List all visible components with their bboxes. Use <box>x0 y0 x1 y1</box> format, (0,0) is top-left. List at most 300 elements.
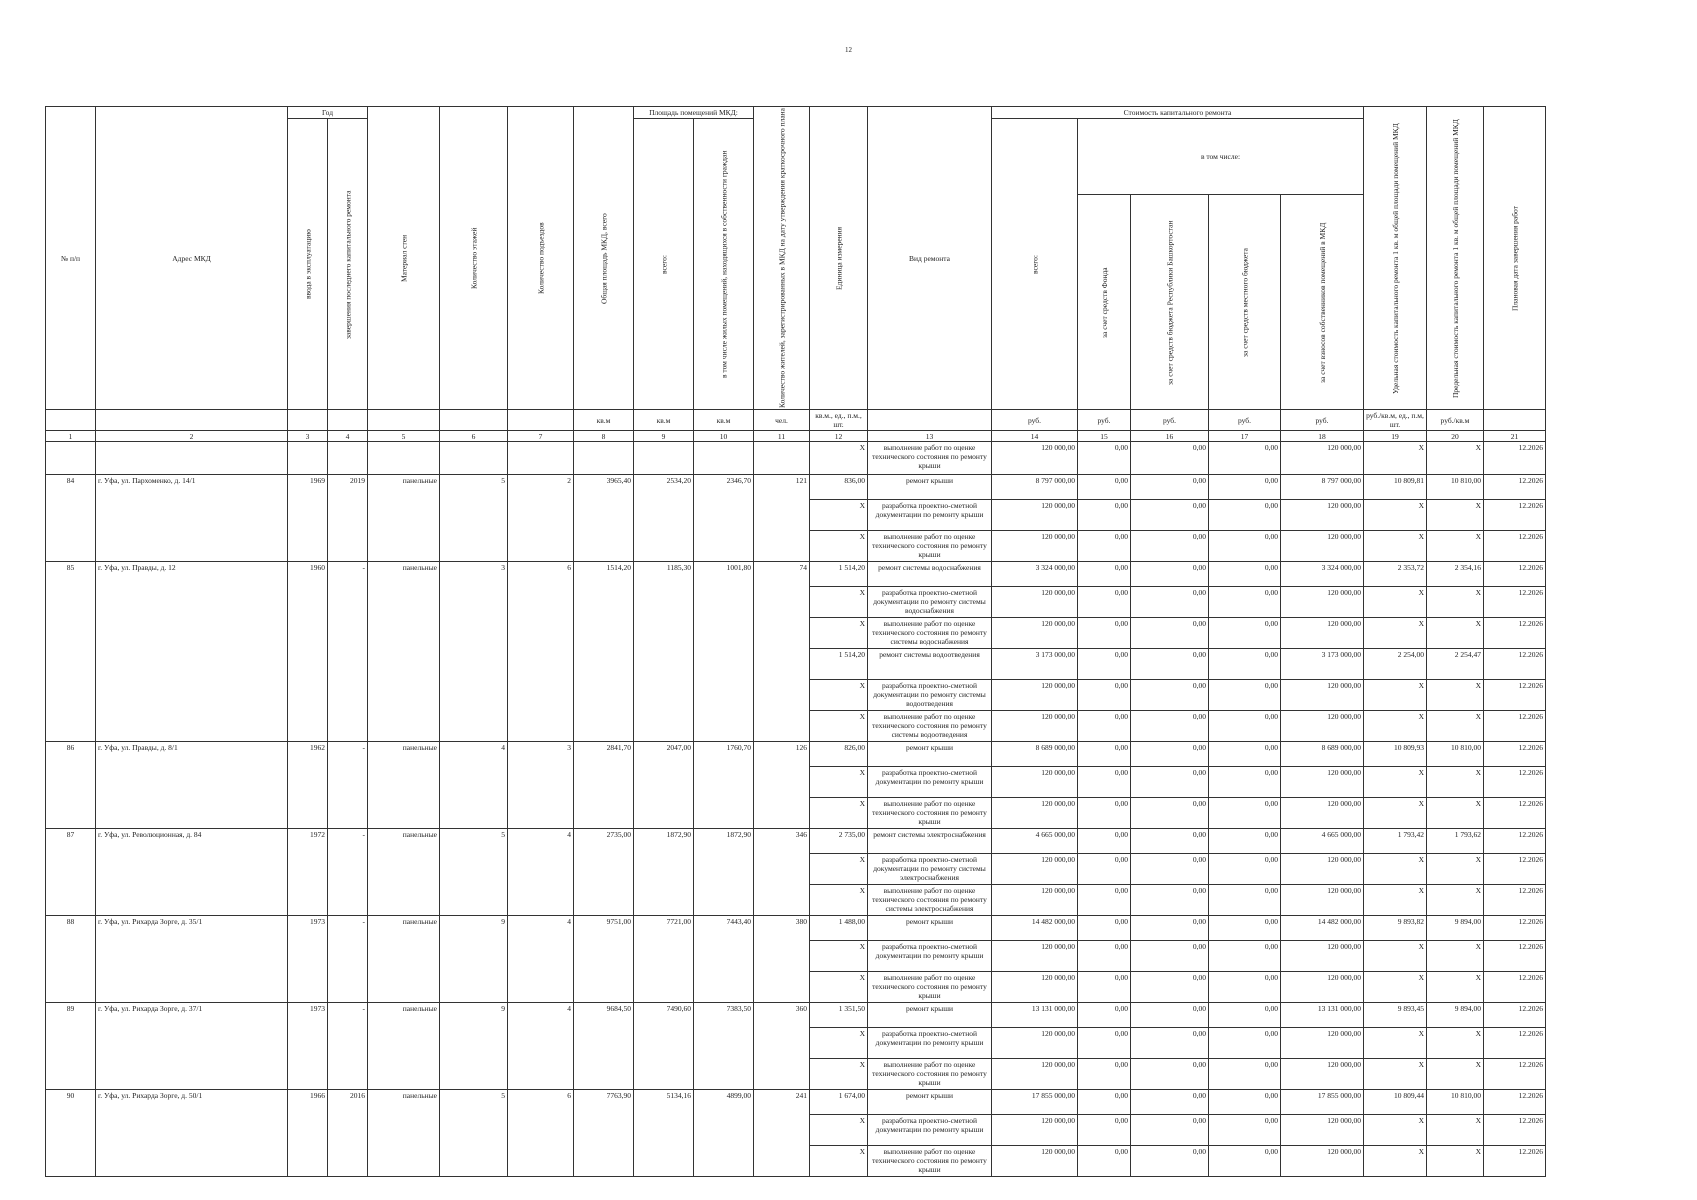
planned-date: 12.2026 <box>1484 500 1546 531</box>
unit-cost: X <box>1364 972 1427 1003</box>
cost-local-budget: 0,00 <box>1209 442 1281 475</box>
cost-total: 14 482 000,00 <box>992 916 1078 941</box>
cost-rb-budget: 0,00 <box>1131 742 1209 767</box>
cost-rb-budget: 0,00 <box>1131 562 1209 587</box>
header-unit-cost: Удельная стоимость капитального ремонта 1 кв. м общей площади помещений МКД <box>1364 107 1427 410</box>
building-address: г. Уфа, ул. Правды, д. 12 <box>96 562 288 742</box>
cost-total: 120 000,00 <box>992 618 1078 649</box>
cost-total: 120 000,00 <box>992 885 1078 916</box>
cost-owners: 4 665 000,00 <box>1281 829 1364 854</box>
cost-owners: 120 000,00 <box>1281 1115 1364 1146</box>
work-unit: 1 488,00 <box>810 916 868 941</box>
building-address: г. Уфа, ул. Рихарда Зорге, д. 37/1 <box>96 1003 288 1090</box>
header-planned-date: Плановая дата завершения работ <box>1484 107 1546 410</box>
limit-cost: X <box>1427 1146 1484 1177</box>
cost-total: 120 000,00 <box>992 1028 1078 1059</box>
cost-fund: 0,00 <box>1078 711 1131 742</box>
residents-count: 346 <box>754 829 810 916</box>
premises-area-residential: 1760,70 <box>694 742 754 829</box>
limit-cost: 10 810,00 <box>1427 475 1484 500</box>
cost-total: 120 000,00 <box>992 531 1078 562</box>
building-number: 85 <box>46 562 96 742</box>
unit-cost: X <box>1364 711 1427 742</box>
floors-count: 9 <box>440 1003 508 1090</box>
wall-material: панельные <box>368 475 440 562</box>
year-last-repair: - <box>328 916 368 1003</box>
cost-owners: 3 324 000,00 <box>1281 562 1364 587</box>
entrances-count: 4 <box>508 829 574 916</box>
cost-rb-budget: 0,00 <box>1131 587 1209 618</box>
planned-date: 12.2026 <box>1484 916 1546 941</box>
cost-rb-budget: 0,00 <box>1131 442 1209 475</box>
planned-date: 12.2026 <box>1484 1003 1546 1028</box>
cost-fund: 0,00 <box>1078 916 1131 941</box>
cost-rb-budget: 0,00 <box>1131 854 1209 885</box>
cost-total: 4 665 000,00 <box>992 829 1078 854</box>
cost-fund: 0,00 <box>1078 442 1131 475</box>
cost-fund: 0,00 <box>1078 1090 1131 1115</box>
floors-count: 5 <box>440 829 508 916</box>
units-row <box>46 410 1546 431</box>
work-type: выполнение работ по оценке технического состояния по ремонту крыши <box>868 798 992 829</box>
unit-cell: чел. <box>754 410 810 431</box>
cost-local-budget: 0,00 <box>1209 475 1281 500</box>
unit-cost: X <box>1364 618 1427 649</box>
header-limit-cost: Предельная стоимость капитального ремонта 1 кв. м общей площади помещений МКД <box>1427 107 1484 410</box>
unit-cell: руб. <box>1131 410 1209 431</box>
cost-owners: 120 000,00 <box>1281 500 1364 531</box>
header-rb-budget: за счет средств бюджета Республики Башкортостан <box>1131 195 1209 410</box>
work-unit: 1 351,50 <box>810 1003 868 1028</box>
cost-fund: 0,00 <box>1078 1115 1131 1146</box>
work-type: выполнение работ по оценке технического состояния по ремонту крыши <box>868 972 992 1003</box>
cost-fund: 0,00 <box>1078 885 1131 916</box>
total-area: 7763,90 <box>574 1090 634 1177</box>
header-wall-material: Материал стен <box>368 107 440 410</box>
cost-owners: 120 000,00 <box>1281 1059 1364 1090</box>
unit-cost: X <box>1364 531 1427 562</box>
cost-local-budget: 0,00 <box>1209 711 1281 742</box>
unit-cost: X <box>1364 854 1427 885</box>
cost-total: 120 000,00 <box>992 1115 1078 1146</box>
planned-date: 12.2026 <box>1484 711 1546 742</box>
cost-owners: 8 689 000,00 <box>1281 742 1364 767</box>
empty-cell <box>634 442 694 475</box>
cost-rb-budget: 0,00 <box>1131 1003 1209 1028</box>
cost-total: 120 000,00 <box>992 854 1078 885</box>
unit-cost: X <box>1364 1028 1427 1059</box>
year-commissioning: 1960 <box>288 562 328 742</box>
year-last-repair: - <box>328 742 368 829</box>
column-number: 13 <box>868 431 992 442</box>
unit-cell: руб. <box>1078 410 1131 431</box>
cost-owners: 120 000,00 <box>1281 587 1364 618</box>
cost-total: 13 131 000,00 <box>992 1003 1078 1028</box>
unit-cost: X <box>1364 500 1427 531</box>
year-commissioning: 1962 <box>288 742 328 829</box>
table-row <box>46 829 1546 854</box>
column-number: 15 <box>1078 431 1131 442</box>
work-unit: X <box>810 618 868 649</box>
capital-repair-table <box>45 106 1546 1177</box>
building-number: 84 <box>46 475 96 562</box>
limit-cost: X <box>1427 767 1484 798</box>
year-commissioning: 1966 <box>288 1090 328 1177</box>
cost-fund: 0,00 <box>1078 972 1131 1003</box>
header-repair-type: Вид ремонта <box>868 107 992 410</box>
premises-area-total: 5134,16 <box>634 1090 694 1177</box>
cost-rb-budget: 0,00 <box>1131 1090 1209 1115</box>
cost-local-budget: 0,00 <box>1209 618 1281 649</box>
cost-rb-budget: 0,00 <box>1131 941 1209 972</box>
limit-cost: X <box>1427 531 1484 562</box>
work-unit: 826,00 <box>810 742 868 767</box>
cost-owners: 120 000,00 <box>1281 854 1364 885</box>
cost-total: 120 000,00 <box>992 798 1078 829</box>
total-area: 9751,00 <box>574 916 634 1003</box>
premises-area-total: 2047,00 <box>634 742 694 829</box>
cost-fund: 0,00 <box>1078 1003 1131 1028</box>
cost-owners: 120 000,00 <box>1281 680 1364 711</box>
empty-cell <box>694 442 754 475</box>
empty-cell <box>508 442 574 475</box>
unit-cell: руб. <box>992 410 1078 431</box>
cost-fund: 0,00 <box>1078 1059 1131 1090</box>
work-unit: X <box>810 972 868 1003</box>
wall-material: панельные <box>368 1003 440 1090</box>
header-commissioning: ввода в эксплуатацию <box>288 119 328 410</box>
residents-count: 241 <box>754 1090 810 1177</box>
work-unit: 2 735,00 <box>810 829 868 854</box>
work-type: выполнение работ по оценке технического состояния по ремонту крыши <box>868 442 992 475</box>
cost-rb-budget: 0,00 <box>1131 649 1209 680</box>
cost-local-budget: 0,00 <box>1209 1090 1281 1115</box>
cost-rb-budget: 0,00 <box>1131 885 1209 916</box>
building-address: г. Уфа, ул. Пархоменко, д. 14/1 <box>96 475 288 562</box>
work-unit: X <box>810 767 868 798</box>
header-address: Адрес МКД <box>96 107 288 410</box>
cost-owners: 120 000,00 <box>1281 711 1364 742</box>
cost-owners: 120 000,00 <box>1281 972 1364 1003</box>
table-row <box>46 562 1546 587</box>
premises-area-total: 7490,60 <box>634 1003 694 1090</box>
limit-cost: X <box>1427 1028 1484 1059</box>
unit-cell: руб. <box>1281 410 1364 431</box>
premises-area-residential: 7443,40 <box>694 916 754 1003</box>
unit-cell <box>868 410 992 431</box>
year-commissioning: 1972 <box>288 829 328 916</box>
unit-cell <box>46 410 96 431</box>
header-owners: за счет взносов собственников помещений в МКД <box>1281 195 1364 410</box>
residents-count: 126 <box>754 742 810 829</box>
premises-area-residential: 1872,90 <box>694 829 754 916</box>
cost-owners: 17 855 000,00 <box>1281 1090 1364 1115</box>
planned-date: 12.2026 <box>1484 1059 1546 1090</box>
cost-rb-budget: 0,00 <box>1131 531 1209 562</box>
entrances-count: 6 <box>508 562 574 742</box>
entrances-count: 6 <box>508 1090 574 1177</box>
empty-cell <box>574 442 634 475</box>
total-area: 2735,00 <box>574 829 634 916</box>
cost-owners: 3 173 000,00 <box>1281 649 1364 680</box>
work-type: разработка проектно-сметной документации по ремонту крыши <box>868 1115 992 1146</box>
cost-rb-budget: 0,00 <box>1131 1059 1209 1090</box>
unit-cost: 10 809,44 <box>1364 1090 1427 1115</box>
header-area-total: всего: <box>634 119 694 410</box>
cost-fund: 0,00 <box>1078 562 1131 587</box>
cost-fund: 0,00 <box>1078 649 1131 680</box>
wall-material: панельные <box>368 742 440 829</box>
cost-local-budget: 0,00 <box>1209 1003 1281 1028</box>
unit-cost: X <box>1364 1059 1427 1090</box>
cost-fund: 0,00 <box>1078 1028 1131 1059</box>
premises-area-residential: 2346,70 <box>694 475 754 562</box>
cost-total: 8 797 000,00 <box>992 475 1078 500</box>
building-address: г. Уфа, ул. Революционная, д. 84 <box>96 829 288 916</box>
work-type: разработка проектно-сметной документации по ремонту крыши <box>868 941 992 972</box>
column-number: 9 <box>634 431 694 442</box>
column-number: 3 <box>288 431 328 442</box>
work-unit: X <box>810 885 868 916</box>
cost-total: 120 000,00 <box>992 767 1078 798</box>
unit-cost: 2 254,00 <box>1364 649 1427 680</box>
year-commissioning: 1973 <box>288 916 328 1003</box>
floors-count: 3 <box>440 562 508 742</box>
unit-cost: 9 893,45 <box>1364 1003 1427 1028</box>
column-number: 11 <box>754 431 810 442</box>
header-residents: Количество жителей, зарегистрированных в МКД на дату утверждения краткосрочного плана <box>754 107 810 410</box>
planned-date: 12.2026 <box>1484 1146 1546 1177</box>
cost-owners: 120 000,00 <box>1281 1028 1364 1059</box>
cost-local-budget: 0,00 <box>1209 649 1281 680</box>
premises-area-total: 1185,30 <box>634 562 694 742</box>
work-type: ремонт системы электроснабжения <box>868 829 992 854</box>
header-no: № п/п <box>46 107 96 410</box>
work-unit: X <box>810 1059 868 1090</box>
work-unit: X <box>810 854 868 885</box>
planned-date: 12.2026 <box>1484 1115 1546 1146</box>
residents-count: 380 <box>754 916 810 1003</box>
unit-cell: руб./кв.м <box>1427 410 1484 431</box>
cost-total: 8 689 000,00 <box>992 742 1078 767</box>
cost-rb-budget: 0,00 <box>1131 829 1209 854</box>
header-unit: Единица измерения <box>810 107 868 410</box>
unit-cell <box>368 410 440 431</box>
work-unit: X <box>810 587 868 618</box>
unit-cell <box>1484 410 1546 431</box>
limit-cost: X <box>1427 854 1484 885</box>
limit-cost: X <box>1427 587 1484 618</box>
column-number: 12 <box>810 431 868 442</box>
cost-total: 120 000,00 <box>992 711 1078 742</box>
work-unit: X <box>810 442 868 475</box>
unit-cost: X <box>1364 680 1427 711</box>
header-cost-total: всего: <box>992 119 1078 410</box>
building-address: г. Уфа, ул. Рихарда Зорге, д. 35/1 <box>96 916 288 1003</box>
year-last-repair: - <box>328 1003 368 1090</box>
limit-cost: X <box>1427 500 1484 531</box>
column-number: 19 <box>1364 431 1427 442</box>
unit-cell <box>288 410 328 431</box>
cost-total: 120 000,00 <box>992 587 1078 618</box>
limit-cost: X <box>1427 798 1484 829</box>
cost-local-budget: 0,00 <box>1209 531 1281 562</box>
cost-rb-budget: 0,00 <box>1131 972 1209 1003</box>
premises-area-residential: 1001,80 <box>694 562 754 742</box>
cost-local-budget: 0,00 <box>1209 1146 1281 1177</box>
work-type: ремонт крыши <box>868 916 992 941</box>
cost-fund: 0,00 <box>1078 500 1131 531</box>
unit-cost: X <box>1364 941 1427 972</box>
unit-cost: 9 893,82 <box>1364 916 1427 941</box>
unit-cost: X <box>1364 798 1427 829</box>
empty-cell <box>754 442 810 475</box>
premises-area-residential: 4899,00 <box>694 1090 754 1177</box>
work-unit: 1 514,20 <box>810 562 868 587</box>
unit-cost: 10 809,93 <box>1364 742 1427 767</box>
year-last-repair: - <box>328 829 368 916</box>
planned-date: 12.2026 <box>1484 587 1546 618</box>
work-type: выполнение работ по оценке технического состояния по ремонту системы электроснабжения <box>868 885 992 916</box>
planned-date: 12.2026 <box>1484 742 1546 767</box>
cost-rb-budget: 0,00 <box>1131 500 1209 531</box>
cost-local-budget: 0,00 <box>1209 1115 1281 1146</box>
cost-owners: 14 482 000,00 <box>1281 916 1364 941</box>
cost-rb-budget: 0,00 <box>1131 1028 1209 1059</box>
cost-total: 17 855 000,00 <box>992 1090 1078 1115</box>
empty-cell <box>96 442 288 475</box>
planned-date: 12.2026 <box>1484 562 1546 587</box>
column-number: 6 <box>440 431 508 442</box>
cost-local-budget: 0,00 <box>1209 1059 1281 1090</box>
building-number: 89 <box>46 1003 96 1090</box>
work-unit: X <box>810 1146 868 1177</box>
column-number: 2 <box>96 431 288 442</box>
planned-date: 12.2026 <box>1484 1028 1546 1059</box>
work-type: разработка проектно-сметной документации по ремонту крыши <box>868 1028 992 1059</box>
cost-rb-budget: 0,00 <box>1131 680 1209 711</box>
total-area: 9684,50 <box>574 1003 634 1090</box>
unit-cost: X <box>1364 1115 1427 1146</box>
cost-local-budget: 0,00 <box>1209 1028 1281 1059</box>
work-type: разработка проектно-сметной документации по ремонту системы водоснабжения <box>868 587 992 618</box>
planned-date: 12.2026 <box>1484 680 1546 711</box>
unit-cost: X <box>1364 1146 1427 1177</box>
limit-cost: X <box>1427 1059 1484 1090</box>
column-number: 1 <box>46 431 96 442</box>
table-row <box>46 1090 1546 1115</box>
unit-cell <box>96 410 288 431</box>
work-type: ремонт крыши <box>868 742 992 767</box>
cost-rb-budget: 0,00 <box>1131 798 1209 829</box>
cost-owners: 120 000,00 <box>1281 885 1364 916</box>
work-type: разработка проектно-сметной документации по ремонту системы электроснабжения <box>868 854 992 885</box>
cost-total: 120 000,00 <box>992 1146 1078 1177</box>
planned-date: 12.2026 <box>1484 798 1546 829</box>
premises-area-total: 7721,00 <box>634 916 694 1003</box>
column-number: 21 <box>1484 431 1546 442</box>
premises-area-total: 1872,90 <box>634 829 694 916</box>
planned-date: 12.2026 <box>1484 829 1546 854</box>
table-row <box>46 442 1546 475</box>
header-last-repair: завершения последнего капитального ремонта <box>328 119 368 410</box>
unit-cell: кв.м., ед., п.м., шт. <box>810 410 868 431</box>
work-unit: X <box>810 531 868 562</box>
cost-owners: 120 000,00 <box>1281 531 1364 562</box>
building-number: 88 <box>46 916 96 1003</box>
column-numbers-row <box>46 431 1546 442</box>
cost-total: 120 000,00 <box>992 442 1078 475</box>
floors-count: 5 <box>440 1090 508 1177</box>
empty-cell <box>368 442 440 475</box>
column-number: 20 <box>1427 431 1484 442</box>
cost-owners: 120 000,00 <box>1281 941 1364 972</box>
floors-count: 9 <box>440 916 508 1003</box>
unit-cell <box>508 410 574 431</box>
limit-cost: 9 894,00 <box>1427 916 1484 941</box>
column-number: 17 <box>1209 431 1281 442</box>
year-last-repair: - <box>328 562 368 742</box>
table-row <box>46 1003 1546 1028</box>
work-unit: 1 674,00 <box>810 1090 868 1115</box>
cost-fund: 0,00 <box>1078 798 1131 829</box>
building-address: г. Уфа, ул. Правды, д. 8/1 <box>96 742 288 829</box>
limit-cost: X <box>1427 885 1484 916</box>
limit-cost: X <box>1427 711 1484 742</box>
empty-cell <box>440 442 508 475</box>
cost-local-budget: 0,00 <box>1209 941 1281 972</box>
work-type: выполнение работ по оценке технического состояния по ремонту крыши <box>868 1059 992 1090</box>
limit-cost: X <box>1427 618 1484 649</box>
work-unit: X <box>810 680 868 711</box>
cost-fund: 0,00 <box>1078 475 1131 500</box>
work-type: разработка проектно-сметной документации по ремонту крыши <box>868 767 992 798</box>
planned-date: 12.2026 <box>1484 854 1546 885</box>
limit-cost: 1 793,62 <box>1427 829 1484 854</box>
cost-rb-budget: 0,00 <box>1131 475 1209 500</box>
cost-owners: 120 000,00 <box>1281 767 1364 798</box>
cost-rb-budget: 0,00 <box>1131 916 1209 941</box>
cost-local-budget: 0,00 <box>1209 742 1281 767</box>
residents-count: 121 <box>754 475 810 562</box>
floors-count: 4 <box>440 742 508 829</box>
total-area: 3965,40 <box>574 475 634 562</box>
empty-cell <box>46 442 96 475</box>
limit-cost: 10 810,00 <box>1427 742 1484 767</box>
work-type: ремонт крыши <box>868 1003 992 1028</box>
header-total-area: Общая площадь МКД, всего <box>574 107 634 410</box>
planned-date: 12.2026 <box>1484 1090 1546 1115</box>
cost-rb-budget: 0,00 <box>1131 1146 1209 1177</box>
work-type: выполнение работ по оценке технического состояния по ремонту системы водоснабжения <box>868 618 992 649</box>
cost-local-budget: 0,00 <box>1209 829 1281 854</box>
work-type: выполнение работ по оценке технического состояния по ремонту системы водоотведения <box>868 711 992 742</box>
planned-date: 12.2026 <box>1484 767 1546 798</box>
cost-rb-budget: 0,00 <box>1131 1115 1209 1146</box>
wall-material: панельные <box>368 562 440 742</box>
cost-owners: 120 000,00 <box>1281 618 1364 649</box>
cost-local-budget: 0,00 <box>1209 885 1281 916</box>
cost-local-budget: 0,00 <box>1209 767 1281 798</box>
planned-date: 12.2026 <box>1484 941 1546 972</box>
work-type: разработка проектно-сметной документации по ремонту крыши <box>868 500 992 531</box>
building-address: г. Уфа, ул. Рихарда Зорге, д. 50/1 <box>96 1090 288 1177</box>
work-type: ремонт системы водоотведения <box>868 649 992 680</box>
empty-cell <box>288 442 328 475</box>
cost-total: 120 000,00 <box>992 680 1078 711</box>
unit-cell: руб./кв.м, ед., п.м, шт. <box>1364 410 1427 431</box>
header-fund: за счет средств Фонда <box>1078 195 1131 410</box>
